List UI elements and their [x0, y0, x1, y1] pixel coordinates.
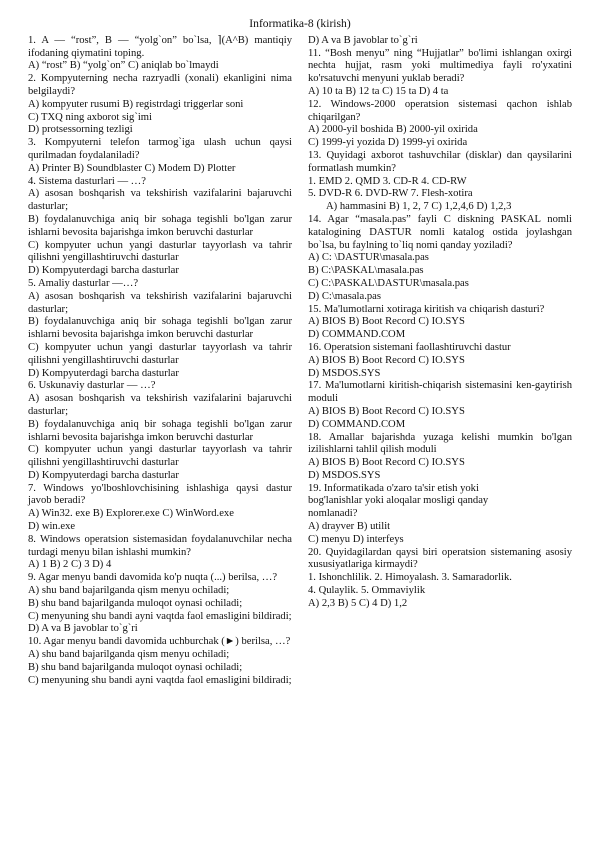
left-column-line: 10. Agar menyu bandi davomida uchburchak (►) berilsa, …?: [28, 636, 291, 648]
right-column-line: C) 1999-yi yozida D) 1999-yi oxirida: [308, 137, 468, 149]
right-column-line: 1. EMD 2. QMD 3. CD-R 4. CD-RW: [308, 175, 467, 187]
left-column-line: 3. Kompyuterni telefon tarmog`iga ulash uchun qaysi qurilmadan foydalaniladi?: [28, 137, 292, 161]
left-column-line: D) Kompyuterdagi barcha dasturlar: [28, 367, 179, 379]
left-column-line: D) A va B javoblar to`g`ri: [28, 623, 138, 635]
left-column-line: D) Kompyuterdagi barcha dasturlar: [28, 469, 179, 481]
left-column-line: A) “rost” B) “yolg`on” C) aniqlab bo`lmaydi: [28, 60, 219, 72]
left-column-line: C) menyuning shu bandi ayni vaqtda faol emasligini bildiradi;: [28, 674, 292, 686]
right-column-line: 15. Ma'lumotlarni xotiraga kiritish va chiqarish dasturi?: [308, 303, 545, 315]
left-column-line: A) Win32. exe B) Explorer.exe C) WinWord.exe: [28, 508, 234, 520]
right-column-line: D) A va B javoblar to`g`ri: [308, 34, 418, 46]
right-column-line: 5. DVD-R 6. DVD-RW 7. Flesh-xotira: [308, 188, 473, 200]
left-column-line: C) kompyuter uchun yangi dasturlar tayyorlash va tahrir qilishni yengillashtiruvchi dasturlar: [28, 341, 292, 366]
right-column-line: A) 10 ta B) 12 ta C) 15 ta D) 4 ta: [308, 85, 449, 97]
right-column-line: 13. Quyidagi axborot tashuvchilar (disklar) dan qaysilarini formatlash mumkin?: [308, 149, 572, 174]
right-column-line: 12. Windows-2000 operatsion sistemasi qachon ishlab chiqarilgan?: [308, 98, 572, 123]
left-column-line: A) asosan boshqarish va tekshirish vazifalarini bajaruvchi dasturlar;: [28, 393, 292, 417]
left-column-line: A) kompyuter rusumi B) registrdagi triggerlar soni: [28, 98, 244, 110]
right-column-line: 11. “Bosh menyu” ning “Hujjatlar” bo'limi ishlangan oxirgi nechta hujjat, rasm yoki multimediya fayli ro'yxatini ko'rsatuvchi menyuni yuklab beradi?: [308, 47, 572, 85]
right-column-line: 14. Agar “masala.pas” fayli C diskning PASKAL nomli katalogining DASTUR nomli katalog ostida joylashgan bo`lsa, bu faylning to`liq nomi qanday yoziladi?: [308, 213, 572, 251]
left-column: [28, 35, 292, 688]
right-column-line: A) 2,3 B) 5 C) 4 D) 1,2: [308, 597, 408, 609]
right-column-line: D) MSDOS.SYS: [308, 469, 381, 481]
right-column-line: 1. Ishonchlilik. 2. Himoyalash. 3. Samaradorlik.: [308, 572, 512, 584]
left-column-line: C) kompyuter uchun yangi dasturlar tayyorlash va tahrir qilishni yengillashtiruvchi dasturlar: [28, 444, 292, 469]
left-column-line: B) foydalanuvchiga aniq bir sohaga tegishli bo'lgan zarur ishlarni bevosita bajarishga imkon beruvchi dasturlar: [28, 418, 292, 443]
right-column-line: 16. Operatsion sistemani faollashtiruvchi dastur: [308, 341, 511, 353]
right-column-line: D) MSDOS.SYS: [308, 367, 381, 379]
right-column-line: D) COMMAND.COM: [308, 418, 406, 430]
page-title: Informatika-8 (kirish): [249, 17, 351, 30]
left-column-line: 1. A — “rost”, B — “yolg`on” bo`lsa, ⌉(A^B) mantiqiy ifodaning qiymatini toping.: [28, 34, 292, 59]
right-column-line: 20. Quyidagilardan qaysi biri operatsion sistemaning asosiy xususiyatlariga kirmaydi?: [308, 546, 572, 571]
right-column-line: A) C: \DASTUR\masala.pas: [308, 252, 429, 264]
left-column-line: A) shu band bajarilganda qism menyu ochiladi;: [28, 649, 230, 661]
right-column-line: A) BIOS B) Boot Record C) IO.SYS: [308, 316, 465, 328]
left-column-line: B) foydalanuvchiga aniq bir sohaga tegishli bo'lgan zarur ishlarni bevosita bajarishga imkon beruvchi dasturlar: [28, 316, 292, 341]
left-column-line: A) asosan boshqarish va tekshirish vazifalarini bajaruvchi dasturlar;: [28, 290, 292, 315]
left-column-line: D) Kompyuterdagi barcha dasturlar: [28, 265, 179, 277]
left-column-line: 8. Windows operatsion sistemasidan foydalanuvchilar necha turdagi menyu bilan ishlashi mumkin?: [28, 533, 292, 558]
left-column-line: 4. Sistema dasturlari — …?: [28, 175, 146, 187]
right-column-line: C) C:\PASKAL\DASTUR\masala.pas: [308, 277, 469, 289]
right-column-line: D) C:\masala.pas: [308, 290, 381, 302]
left-column-line: C) TXQ ning axborot sig`imi: [28, 111, 152, 123]
left-column-line: B) foydalanuvchiga aniq bir sohaga tegishli bo'lgan zarur ishlarni bevosita bajarishga imkon beruvchi dasturlar: [28, 213, 292, 238]
right-column-line: 19. Informatikada o'zaro ta'sir etish yoki: [308, 482, 479, 494]
left-column-line: 6. Uskunaviy dasturlar — …?: [28, 380, 156, 392]
right-column-line: C) menyu D) interfeys: [308, 533, 404, 545]
left-column-line: C) menyuning shu bandi ayni vaqtda faol emasligini bildiradi;: [28, 610, 292, 622]
right-column-line: A) hammasini B) 1, 2, 7 C) 1,2,4,6 D) 1,2,3: [326, 201, 512, 213]
left-column-line: 7. Windows yo'lboshlovchisining ishlashiga qaysi dastur javob beradi?: [28, 482, 292, 507]
left-column-line: A) Printer B) Soundblaster C) Modem D) Plotter: [28, 162, 236, 174]
two-column-body: [28, 35, 572, 688]
right-column-line: 4. Qulaylik. 5. Ommaviylik: [308, 585, 426, 597]
right-column: [308, 35, 572, 688]
right-column-line: bog'lanishlar yoki aloqalar mosligi qanday: [308, 495, 489, 507]
right-column-line: A) 2000-yil boshida B) 2000-yil oxirida: [308, 124, 478, 136]
right-column-line: 18. Amallar bajarishda yuzaga kelishi mumkin bo'lgan izilishlarni tahlil qilish moduli: [308, 431, 572, 456]
left-column-line: D) win.exe: [28, 521, 76, 533]
left-column-line: B) shu band bajarilganda muloqot oynasi ochiladi;: [28, 597, 243, 609]
left-column-line: D) protsessorning tezligi: [28, 124, 133, 136]
left-column-line: C) kompyuter uchun yangi dasturlar tayyorlash va tahrir qilishni yengillashtiruvchi dasturlar: [28, 239, 292, 264]
left-column-line: 2. Kompyuterning necha razryadli (xonali) ekanligini nima belgilaydi?: [28, 73, 292, 97]
right-column-line: D) COMMAND.COM: [308, 329, 406, 341]
left-column-line: 5. Amaliy dasturlar —…?: [28, 277, 139, 289]
left-column-line: 9. Agar menyu bandi davomida ko'p nuqta (...) berilsa, …?: [28, 572, 278, 584]
left-column-line: B) shu band bajarilganda muloqot oynasi ochiladi;: [28, 661, 243, 673]
right-column-line: B) C:\PASKAL\masala.pas: [308, 265, 424, 277]
left-column-line: A) asosan boshqarish va tekshirish vazifalarini bajaruvchi dasturlar;: [28, 188, 292, 213]
right-column-line: A) drayver B) utilit: [308, 521, 391, 533]
right-column-line: A) BIOS B) Boot Record C) IO.SYS: [308, 457, 465, 469]
right-column-line: A) BIOS B) Boot Record C) IO.SYS: [308, 354, 465, 366]
right-column-line: A) BIOS B) Boot Record C) IO.SYS: [308, 405, 465, 417]
left-column-line: A) 1 B) 2 C) 3 D) 4: [28, 559, 112, 571]
right-column-line: nomlanadi?: [308, 508, 358, 520]
right-column-line: 17. Ma'lumotlarni kiritish-chiqarish sistemasini ken-gaytirish moduli: [308, 380, 572, 405]
left-column-line: A) shu band bajarilganda qism menyu ochiladi;: [28, 585, 230, 597]
